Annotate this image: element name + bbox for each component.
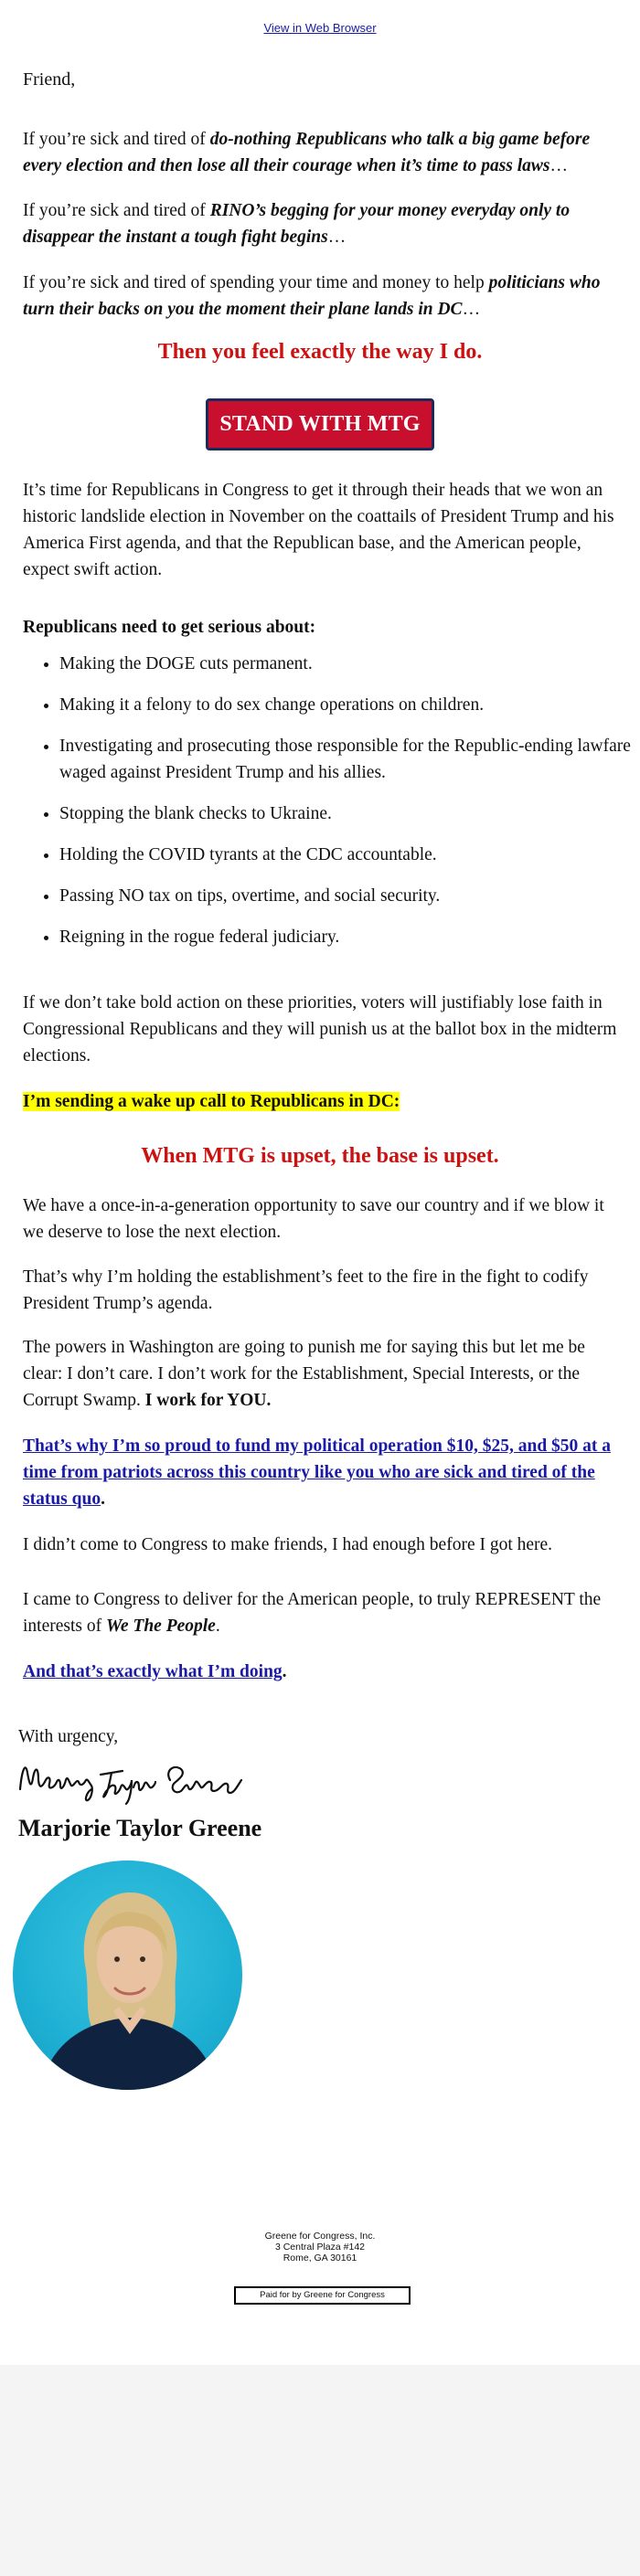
powers-text: The powers in Washington are going to punish me for saying this but let me be clear: I don’t care. I don’t work for the Establishment, Special Interests, or the Corrupt Swamp. xyxy=(23,1338,585,1410)
highlight-text: I’m sending a wake up call to Republicans in DC: xyxy=(23,1092,400,1111)
powers-bold: I work for YOU. xyxy=(144,1391,272,1410)
footer-org: Greene for Congress, Inc. xyxy=(264,2231,376,2242)
intro-3-lead: If you’re sick and tired of spending your time and money to help xyxy=(23,273,489,292)
candidate-photo xyxy=(13,1860,242,2090)
intro-paragraph-3 xyxy=(23,270,617,323)
footer-street: 3 Central Plaza #142 xyxy=(274,2242,366,2253)
cta-wrap xyxy=(0,398,640,451)
intro-2-emphasis: RINO’s begging for your money everyday only to disappear the instant a tough fight begins xyxy=(23,201,571,247)
deliver-text: I came to Congress to deliver for the American people, to truly REPRESENT the interests of xyxy=(23,1590,602,1636)
wake-up-call xyxy=(23,1088,617,1115)
intro-paragraph-1 xyxy=(23,126,617,179)
intro-2-lead: If you’re sick and tired of xyxy=(23,201,210,220)
list-item: • Passing NO tax on tips, overtime, and social security. xyxy=(59,883,640,909)
fund-link-tail: . xyxy=(101,1489,105,1509)
priorities-list xyxy=(23,651,640,965)
greeting: Friend, xyxy=(23,69,76,90)
portrait-illustration xyxy=(13,1860,242,2090)
doing-link-tail: . xyxy=(282,1662,287,1681)
intro-paragraph-2 xyxy=(23,197,617,250)
intro-3-tail: … xyxy=(462,300,481,319)
friends-paragraph: I didn’t come to Congress to make friends, I had enough before I got here. xyxy=(23,1535,553,1554)
fund-paragraph xyxy=(23,1433,617,1512)
intro-1-emphasis: do-nothing Republicans who talk a big game before every election and then lose all their courage when it’s time to pass laws xyxy=(23,130,591,175)
intro-2-tail: … xyxy=(327,228,347,247)
signature-image xyxy=(13,1753,251,1807)
deliver-emphasis: We The People xyxy=(105,1617,216,1636)
list-item: • Investigating and prosecuting those responsible for the Republic-ending lawfare waged against President Trump and his allies. xyxy=(59,733,640,786)
list-heading: Republicans need to get serious about: xyxy=(23,618,316,637)
doing-paragraph xyxy=(23,1659,617,1685)
list-item: • Reigning in the rogue federal judiciary. xyxy=(59,924,640,950)
list-item: • Making it a felony to do sex change operations on children. xyxy=(59,692,640,718)
view-in-browser-link[interactable]: View in Web Browser xyxy=(263,21,377,35)
doing-link[interactable]: And that’s exactly what I’m doing xyxy=(23,1662,283,1681)
intro-1-lead: If you’re sick and tired of xyxy=(23,130,210,149)
list-item: • Making the DOGE cuts permanent. xyxy=(59,651,640,677)
opportunity-paragraph: We have a once-in-a-generation opportunity to save our country and if we blow it we deserve to lose the next election. xyxy=(23,1196,604,1242)
intro-3-emphasis: politicians who turn their backs on you the moment their plane lands in DC xyxy=(23,273,601,319)
powers-paragraph xyxy=(23,1334,617,1414)
list-item: • Stopping the blank checks to Ukraine. xyxy=(59,800,640,827)
footer-address xyxy=(0,2231,640,2263)
election-paragraph: It’s time for Republicans in Congress to get it through their heads that we won an historic landslide election in November on the coattails of President Trump and his America First agenda, and that the Republican base, and the American people, expect swift action. xyxy=(23,481,614,579)
action-paragraph: If we don’t take bold action on these priorities, voters will justifiably lose faith in Congressional Republicans and they will punish us at the ballot box in the midterm elections. xyxy=(23,993,617,1065)
signoff: With urgency, xyxy=(18,1727,119,1746)
stand-with-mtg-button[interactable]: STAND WITH MTG xyxy=(206,398,433,451)
headline-mtg-upset: When MTG is upset, the base is upset. xyxy=(141,1144,499,1168)
top-bar xyxy=(0,0,640,37)
paid-for-disclaimer: Paid for by Greene for Congress xyxy=(234,2286,411,2305)
headline-feel-same: Then you feel exactly the way I do. xyxy=(157,340,483,364)
intro-1-tail: … xyxy=(549,156,569,175)
signer-name: Marjorie Taylor Greene xyxy=(18,1815,262,1841)
list-item: • Holding the COVID tyrants at the CDC accountable. xyxy=(59,842,640,868)
fund-link[interactable]: That’s why I’m so proud to fund my political operation $10, $25, and $50 at a time from patriots across this country like you who are sick and tired of the status quo xyxy=(23,1436,612,1509)
feet-fire-paragraph: That’s why I’m holding the establishment’s feet to the fire in the fight to codify President Trump’s agenda. xyxy=(23,1267,589,1313)
footer-city: Rome, GA 30161 xyxy=(283,2253,357,2263)
deliver-tail: . xyxy=(215,1617,220,1636)
deliver-paragraph xyxy=(23,1586,617,1639)
